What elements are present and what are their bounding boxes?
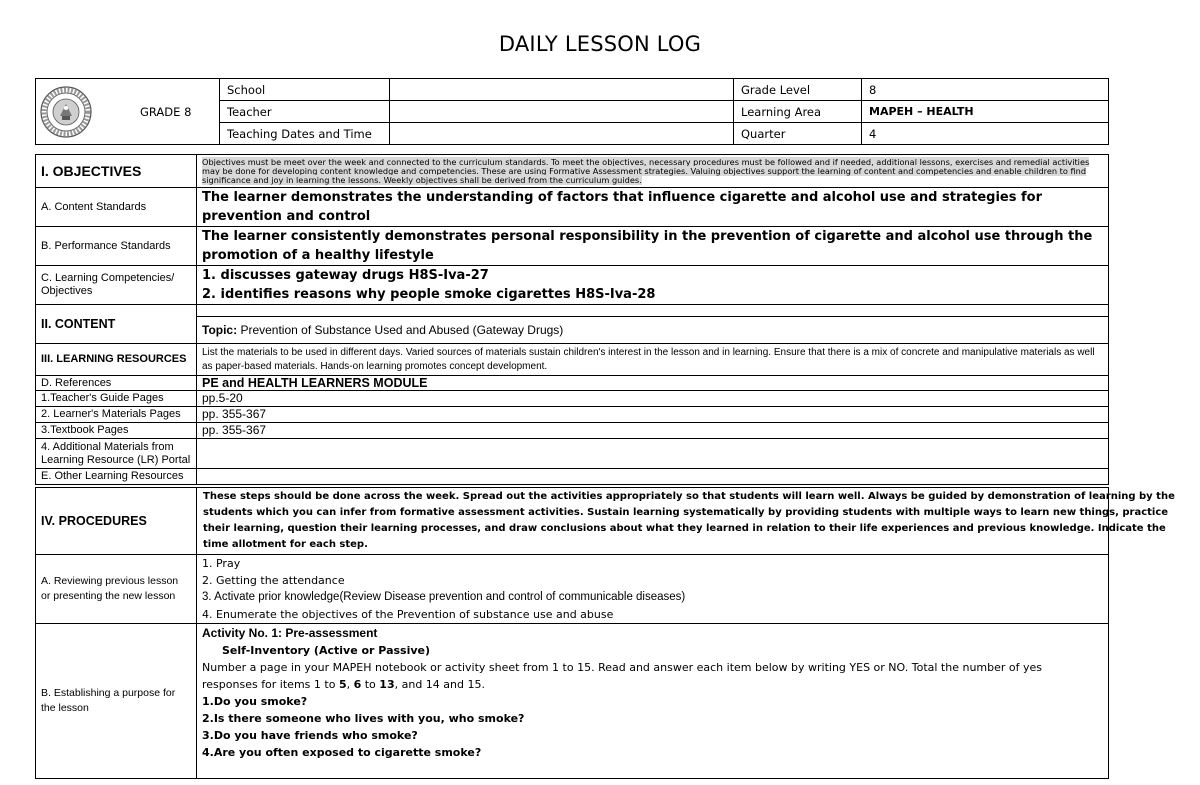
logo-cell	[36, 79, 220, 145]
establishing-purpose-label-line2: the lesson	[41, 702, 89, 714]
instructions-text: , and 14 and 15.	[394, 678, 485, 691]
list-item: 2. Getting the attendance	[202, 574, 345, 587]
teachers-guide-value: pp.5-20	[197, 391, 1109, 407]
teachers-guide-label: 1.Teacher's Guide Pages	[36, 391, 197, 407]
learning-competencies-label-line2: Objectives	[41, 285, 93, 297]
grade-label: GRADE 8	[140, 105, 192, 119]
header-table	[35, 78, 1109, 145]
procedures-title: IV. PROCEDURES	[36, 488, 197, 555]
activity-instructions-line2	[202, 676, 1103, 693]
establishing-purpose-label	[36, 624, 197, 779]
learning-area-label: Learning Area	[734, 101, 862, 123]
additional-materials-label-line2: Learning Resource (LR) Portal	[41, 453, 191, 466]
question-item: 4.Are you often exposed to cigarette smoke?	[202, 746, 482, 759]
learners-materials-label: 2. Learner's Materials Pages	[36, 407, 197, 423]
competency-1	[202, 266, 1103, 285]
school-label: School	[220, 79, 390, 101]
teaching-dates-label: Teaching Dates and Time	[220, 123, 390, 145]
topic-label: Topic:	[202, 322, 238, 337]
learning-competencies-value	[197, 266, 1109, 305]
procedures-note-line: students which you can infer from formative assessment activities. Sustain learning systematically by providing students with multiple ways to learn new things, practice	[203, 507, 1169, 518]
objectives-title: I. OBJECTIVES	[36, 155, 197, 188]
textbook-pages-label: 3.Textbook Pages	[36, 423, 197, 439]
procedures-note-line: These steps should be done across the week. Spread out the activities appropriately so that students will learn well. Always be guided by demonstration of learning by the	[203, 491, 1175, 502]
activity-instructions-line1: Number a page in your MAPEH notebook or activity sheet from 1 to 15. Read and answer each item below by writing YES or NO. Total the number of yes	[202, 661, 1043, 674]
content-topic	[197, 317, 1109, 344]
quarter-value[interactable]: 4	[862, 123, 1109, 145]
instructions-text: responses for items 1 to	[202, 678, 339, 691]
learning-resources-title: III. LEARNING RESOURCES	[36, 344, 197, 376]
content-title: II. CONTENT	[36, 305, 197, 344]
quarter-label: Quarter	[734, 123, 862, 145]
procedures-note-line: their learning, question their learning processes, and draw conclusions about what they learned in relation to their life experiences and previous knowledge. Indicate the	[203, 523, 1166, 534]
objectives-table	[35, 154, 1109, 485]
other-resources-label: E. Other Learning Resources	[36, 469, 197, 485]
activity-subtitle: Self-Inventory (Active or Passive)	[222, 644, 431, 657]
textbook-pages-value: pp. 355-367	[197, 423, 1109, 439]
establishing-purpose-label-line1: B. Establishing a purpose for	[41, 687, 176, 699]
question-item: 3.Do you have friends who smoke?	[202, 729, 418, 742]
teacher-label: Teacher	[220, 101, 390, 123]
procedures-note-line: time allotment for each step.	[203, 539, 368, 550]
learning-resources-note: List the materials to be used in different days. Varied sources of materials sustain children's interest in the lesson and in learning. Ensure that there is a mix of concrete and manipulative materials as well as paper-based materials. Hands-on learning promotes concept development.	[197, 344, 1109, 376]
topic-value: Prevention of Substance Used and Abused (Gateway Drugs)	[237, 322, 564, 337]
learning-competencies-label	[36, 266, 197, 305]
establishing-purpose-content	[197, 624, 1109, 779]
objectives-note	[197, 155, 1109, 188]
learners-materials-value: pp. 355-367	[197, 407, 1109, 423]
instructions-text: 6	[353, 678, 362, 691]
competency-2-code: H8S-Iva-28	[575, 287, 656, 302]
deped-seal-icon	[40, 86, 92, 138]
instructions-text: 13	[379, 678, 395, 691]
reviewing-lesson-content	[197, 555, 1109, 624]
competency-2	[202, 285, 1103, 304]
additional-materials-label	[36, 439, 197, 469]
procedures-note	[197, 488, 1175, 555]
performance-standards-label: B. Performance Standards	[36, 227, 197, 266]
reviewing-lesson-label	[36, 555, 197, 624]
additional-materials-value	[197, 439, 1109, 469]
performance-standards-value: The learner consistently demonstrates personal responsibility in the prevention of cigarette and alcohol use through the promotion of a healthy lifestyle	[197, 227, 1109, 266]
competency-1-code: H8S-Iva-27	[408, 268, 489, 283]
instructions-text: 5	[338, 678, 347, 691]
additional-materials-label-line1: 4. Additional Materials from	[41, 440, 174, 453]
instructions-text: to	[361, 678, 380, 691]
school-field[interactable]	[390, 79, 734, 101]
instructions-text: ,	[346, 678, 354, 691]
teacher-field[interactable]	[390, 101, 734, 123]
references-value: PE and HEALTH LEARNERS MODULE	[197, 376, 1109, 391]
list-item: 3. Activate prior knowledge(Review Disease prevention and control of communicable diseases)	[202, 591, 686, 603]
procedures-table	[35, 487, 1175, 779]
list-item: 1. Pray	[202, 557, 241, 570]
learning-area-value[interactable]: MAPEH – HEALTH	[862, 101, 1109, 123]
competency-1-text: 1. discusses gateway drugs	[202, 268, 409, 283]
activity-title: Activity No. 1: Pre-assessment	[202, 626, 378, 640]
grade-level-value[interactable]: 8	[862, 79, 1109, 101]
reviewing-lesson-label-line2: or presenting the new lesson	[41, 590, 176, 602]
content-standards-value: The learner demonstrates the understanding of factors that influence cigarette and alcohol use and strategies for prevention and control	[197, 188, 1109, 227]
reviewing-lesson-label-line1: A. Reviewing previous lesson	[41, 575, 179, 587]
content-standards-label: A. Content Standards	[36, 188, 197, 227]
learning-competencies-label-line1: C. Learning Competencies/	[41, 272, 175, 284]
question-item: 2.Is there someone who lives with you, who smoke?	[202, 712, 525, 725]
document-title: DAILY LESSON LOG	[498, 32, 702, 56]
question-item: 1.Do you smoke?	[202, 695, 308, 708]
other-resources-value	[197, 469, 1109, 485]
grade-level-label: Grade Level	[734, 79, 862, 101]
list-item: 4. Enumerate the objectives of the Prevention of substance use and abuse	[202, 608, 614, 621]
content-spacer	[197, 305, 1109, 317]
competency-2-text: 2. identifies reasons why people smoke cigarettes	[202, 287, 576, 302]
teaching-dates-field[interactable]	[390, 123, 734, 145]
objectives-note-text: Objectives must be meet over the week and connected to the curriculum standards. To meet the objectives, necessary procedures must be followed and if needed, additional lessons, exercises and remedial activities may be done for developing content knowledge and competencies. These are using Formative Assessment strategies. Valuing objectives support the learning of content and competencies and enable children to find significance and joy in learning the lessons. Weekly objectives shall be derived from the curriculum guides.	[202, 156, 1090, 185]
references-label: D. References	[36, 376, 197, 391]
